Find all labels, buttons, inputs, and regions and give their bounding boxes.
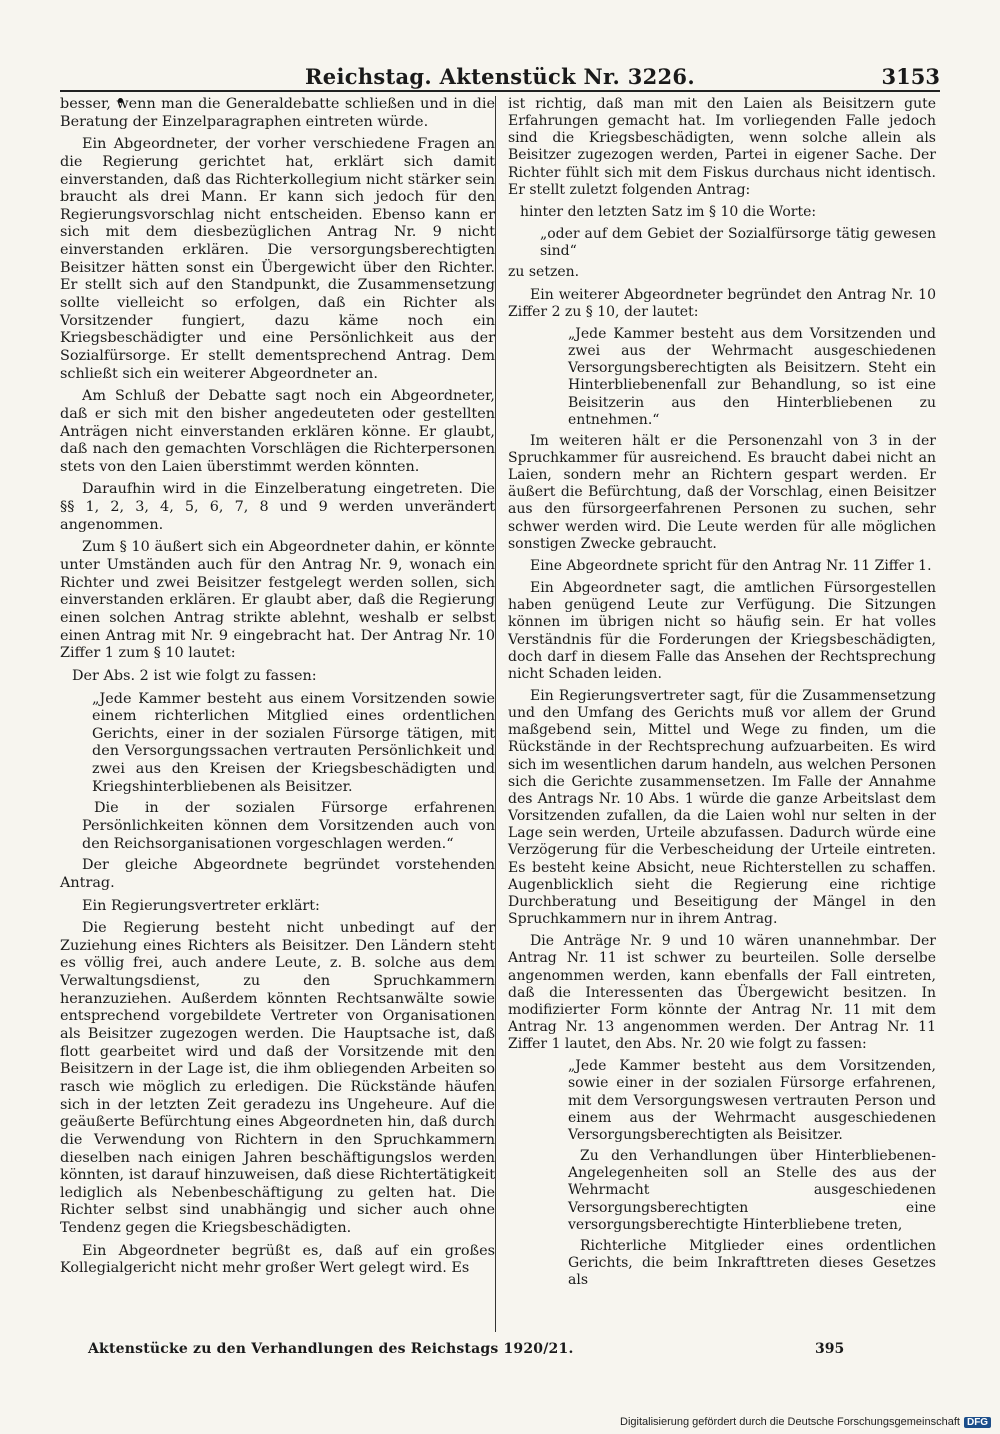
- paragraph: ist richtig, daß man mit den Laien als Beisitzern gute Erfahrungen gemacht hat. Im vorliegenden Falle jedoch sind die Kriegsbeschädigten, wenn solche allein als Beisitzer zugezogen werden, Partei in eigener Sache. Der Richter fühlt sich mit dem Fiskus durchaus nicht identisch. Er stellt zuletzt folgenden Antrag:: [508, 96, 936, 198]
- paragraph: Ein weiterer Abgeordneter begründet den Antrag Nr. 10 Ziffer 2 zu § 10, der lautet:: [508, 286, 936, 320]
- page-number: 3153: [881, 64, 940, 89]
- left-column: [60, 96, 495, 1283]
- right-column: [508, 96, 936, 1293]
- paragraph: Richterliche Mitglieder eines ordentlichen Gerichts, die beim Inkrafttreten dieses Gesetzes als: [568, 1237, 936, 1289]
- credit-text: Digitalisierung gefördert durch die Deutsche Forschungsgemeinschaft: [620, 1416, 960, 1428]
- paragraph: Ein Abgeordneter begrüßt es, daß auf ein großes Kollegialgericht nicht mehr großer Wert gelegt wird. Es: [60, 1242, 495, 1277]
- column-divider: [495, 96, 496, 1332]
- paragraph: Ein Regierungsvertreter sagt, für die Zusammensetzung und den Umfang des Gerichts muß vor allem der Grund maßgebend sein, Mittel und Wege zu finden, um die Rückstände in der Rechtsprechung aufzuarbeiten. Es wird sich im wesentlichen darum handeln, aus welchen Personen sich die Gerichte zusammensetzen. Im Falle der Annahme des Antrags Nr. 10 Abs. 1 würde die ganze Arbeitslast dem Vorsitzenden zufallen, da die Laien wohl nur selten in der Lage sein werden, Urteile abzufassen. Dadurch würde eine Verzögerung für die Verbescheidung der Urteile eintreten. Es besteht keine Absicht, neue Richterstellen zu schaffen. Augenblicklich sieht die Regierung eine richtige Durchberatung und Beseitigung der Mängel in den Spruchkammern nur in ihrem Antrag.: [508, 688, 936, 928]
- page-header: [60, 62, 940, 92]
- paragraph: Am Schluß der Debatte sagt noch ein Abgeordneter, daß er sich mit den bisher angedeuteten oder gestellten Anträgen nicht einverstanden erklären könne. Er glaubt, daß nach den gemachten Vorschlägen die Richterpersonen stets von den Laien überstimmt werden könnten.: [60, 388, 495, 475]
- paragraph: zu setzen.: [508, 264, 580, 281]
- paragraph: Zum § 10 äußert sich ein Abgeordneter dahin, er könnte unter Umständen auch für den Antrag Nr. 9, wonach ein Richter und zwei Beisitzer festgelegt werden sollen, sich einverstanden erklären. Er glaubt aber, daß die Regierung einen solchen Antrag strikte ablehnt, weshalb er selbst einen Antrag mit Nr. 9 eingebracht hat. Der Antrag Nr. 10 Ziffer 1 zum § 10 lautet:: [60, 539, 495, 662]
- paragraph: Eine Abgeordnete spricht für den Antrag Nr. 11 Ziffer 1.: [530, 557, 932, 574]
- page-title: Reichstag. Aktenstück Nr. 3226.: [305, 64, 695, 89]
- dfg-logo: DFG: [964, 1417, 991, 1428]
- paragraph: besser, wenn man die Generaldebatte schließen und in die Beratung der Einzelparagraphen eintreten würde.: [60, 96, 495, 130]
- paragraph: Ein Abgeordneter, der vorher verschiedene Fragen an die Regierung gerichtet hat, erklärt sich damit einverstanden, daß das Richterkollegium nicht stärker sein braucht als drei Mann. Er kann sich jedoch für den Regierungsvorschlag nicht entscheiden. Ebenso kann er sich mit dem diesbezüglichen Antrag Nr. 9 nicht einverstanden erklären. Die versorgungsberechtigten Beisitzer hätten sonst ein Übergewicht über den Richter. Er stellt sich auf den Standpunkt, die Zusammensetzung sollte vielleicht so erfolgen, daß ein Richter als Vorsitzender fungiert, dazu käme noch ein Kriegsbeschädigter und eine Persönlichkeit aus der Sozialfürsorge. Er stellt dementsprechend Antrag. Dem schließt sich ein weiterer Abgeordneter an.: [60, 136, 495, 382]
- footer-source: Aktenstücke zu den Verhandlungen des Reichstags 1920/21.: [88, 1341, 574, 1357]
- paragraph: Zu den Verhandlungen über Hinterbliebenen-Angelegenheiten soll an Stelle des aus der Wehrmacht ausgeschiedenen Versorgungsberechtigten eine versorgungsberechtigte Hinterbliebene treten,: [568, 1148, 936, 1233]
- footer-number: 395: [815, 1341, 845, 1357]
- paragraph: „Jede Kammer besteht aus einem Vorsitzenden sowie einem richterlichen Mitglied eines ordentlichen Gerichts, einer in der sozialen Fürsorge tätigen, mit den Versorgungssachen vertrauten Persönlichkeit und zwei aus den Kreisen der Kriegsbeschädigten und Kriegshinterbliebenen als Beisitzer.: [92, 690, 495, 795]
- paragraph: Der Abs. 2 ist wie folgt zu fassen:: [72, 667, 317, 684]
- paragraph: Ein Abgeordneter sagt, die amtlichen Fürsorgestellen haben genügend Leute zur Verfügung. Die Sitzungen können im übrigen nicht so häufig sein. Er hat volles Verständnis für die Forderungen der Kriegsbeschädigten, doch darf in diesem Falle das Ansehen der Rechtsprechung nicht Schaden leiden.: [508, 580, 936, 682]
- paragraph: Der gleiche Abgeordnete begründet vorstehenden Antrag.: [60, 857, 495, 891]
- paragraph: hinter den letzten Satz im § 10 die Worte:: [520, 203, 817, 220]
- paragraph: Daraufhin wird in die Einzelberatung eingetreten. Die §§ 1, 2, 3, 4, 5, 6, 7, 8 und 9 werden unverändert angenommen.: [60, 481, 495, 533]
- digitization-credit: [620, 1416, 991, 1428]
- paragraph: Die Regierung besteht nicht unbedingt auf der Zuziehung eines Richters als Beisitzer. Den Ländern steht es völlig frei, auch andere Leute, z. B. solche aus dem Verwaltungsdienst, zu den Spruchkammern heranzuziehen. Außerdem könnten Rechtsanwälte sowie entsprechend vorgebildete Vertreter von Organisationen als Beisitzer zugezogen werden. Die Hauptsache ist, daß flott gearbeitet wird und daß der Vorsitzende mit den Beisitzern in der Lage ist, die ihm obliegenden Arbeiten so rasch wie möglich zu erledigen. Die Rückstände häufen sich in der letzten Zeit geradezu ins Ungeheure. Auf die geäußerte Befürchtung eines Abgeordneten hin, daß durch die Verwendung von Richtern in den Spruchkammern dieselben nach einigen Jahren beschäftigungslos werden könnten, ist darauf hinzuweisen, daß diese Richtertätigkeit lediglich als Nebenbeschäftigung zu gelten hat. Die Richter selbst sind unabhängig und sicher auch ohne Tendenz gegen die Kriegsbeschädigten.: [60, 920, 495, 1237]
- paragraph: „Jede Kammer besteht aus dem Vorsitzenden und zwei aus der Wehrmacht ausgeschiedenen Versorgungsberechtigten als Beisitzern. Steht ein Hinterbliebenenfall zur Behandlung, so ist eine Beisitzerin aus den Hinterbliebenen zu entnehmen.“: [568, 325, 936, 428]
- paragraph: „Jede Kammer besteht aus dem Vorsitzenden, sowie einer in der sozialen Fürsorge erfahrenen, mit dem Versorgungswesen vertrauten Person und einem aus der Wehrmacht ausgeschiedenen Versorgungsberechtigten als Beisitzer.: [568, 1058, 936, 1143]
- paragraph: Die in der sozialen Fürsorge erfahrenen Persönlichkeiten können dem Vorsitzenden auch von den Reichsorganisationen vorgeschlagen werden.“: [82, 800, 495, 852]
- paragraph: Die Anträge Nr. 9 und 10 wären unannehmbar. Der Antrag Nr. 11 ist schwer zu beurteilen. Solle derselbe angenommen werden, kann ebenfalls der Fall eintreten, daß die Interessenten das Übergewicht besitzen. In modifizierter Form könnte der Antrag Nr. 11 mit dem Antrag Nr. 13 angenommen werden. Der Antrag Nr. 11 Ziffer 1 lautet, den Abs. Nr. 20 wie folgt zu fassen:: [508, 933, 936, 1053]
- paragraph: Ein Regierungsvertreter erklärt:: [82, 897, 320, 914]
- paragraph: „oder auf dem Gebiet der Sozialfürsorge tätig gewesen sind“: [540, 226, 936, 260]
- paragraph: Im weiteren hält er die Personenzahl von 3 in der Spruchkammer für ausreichend. Es braucht dabei nicht an Laien, sondern mehr an Richtern gespart werden. Er äußert die Befürchtung, daß der Vorschlag, einen Beisitzer aus den fürsorgeerfahrenen Personen zu suchen, sehr schwer werden wird. Die Leute werden für alle möglichen sonstigen Zwecke gebraucht.: [508, 432, 936, 552]
